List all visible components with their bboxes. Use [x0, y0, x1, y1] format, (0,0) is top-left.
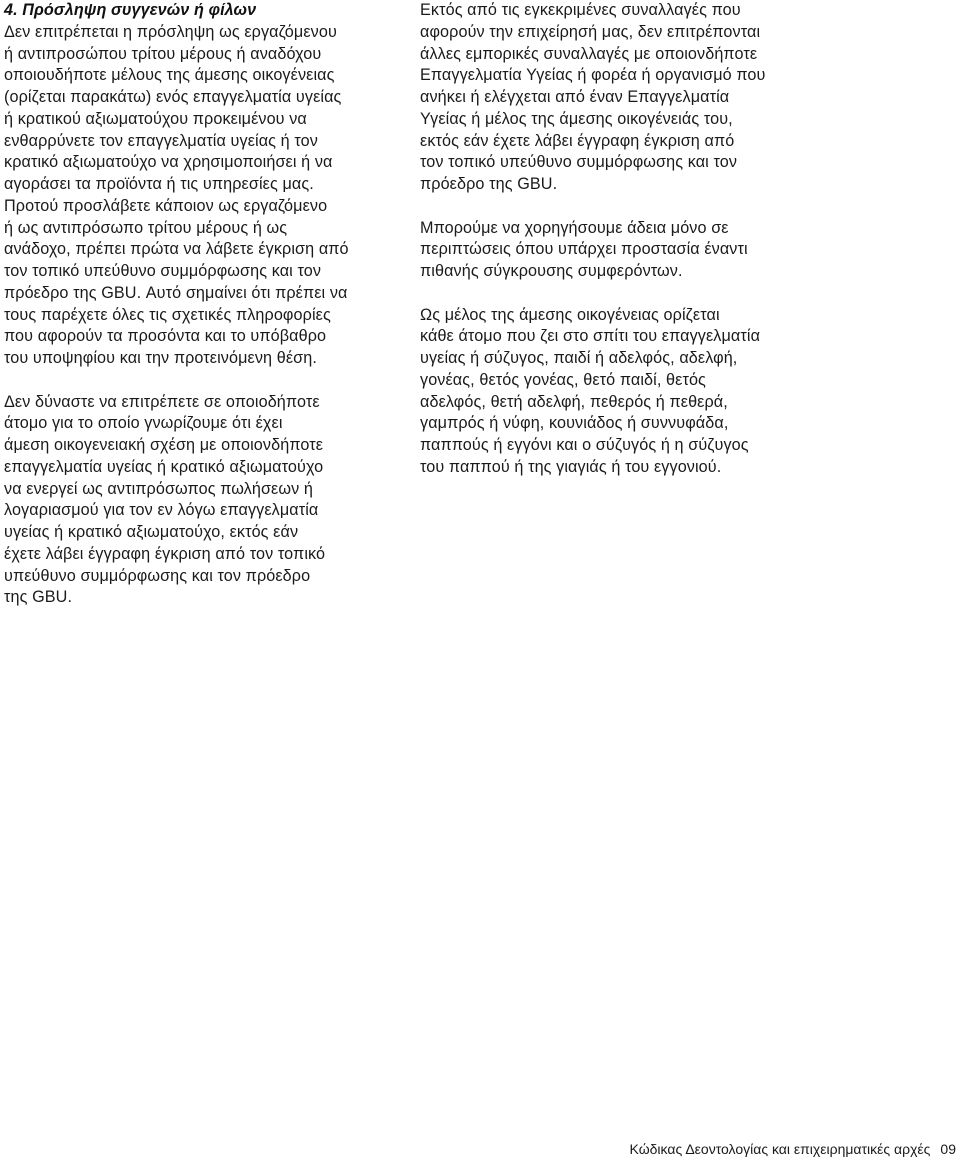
left-column — [4, 0, 404, 609]
text-line: Υγείας ή μέλος της άμεσης οικογένειάς του, — [420, 109, 733, 128]
text-line: Δεν δύναστε να επιτρέπετε σε οποιοδήποτε — [4, 392, 320, 411]
text-line: Ως μέλος της άμεσης οικογένειας ορίζεται — [420, 305, 720, 324]
text-line: άλλες εμπορικές συναλλαγές με οποιονδήποτε — [420, 44, 758, 63]
text-line: γονέας, θετός γονέας, θετό παιδί, θετός — [420, 370, 706, 389]
text-line: οποιουδήποτε μέλους της άμεσης οικογένειας — [4, 66, 335, 85]
text-line: πρόεδρο της GBU. — [420, 175, 558, 193]
text-line: του παππού ή της γιαγιάς ή του εγγονιού. — [420, 457, 722, 476]
text-line: τους παρέχετε όλες τις σχετικές πληροφορίες — [4, 305, 331, 324]
text-line: ανάδοχο, πρέπει πρώτα να λάβετε έγκριση από — [4, 240, 349, 259]
text-line: άμεση οικογενειακή σχέση με οποιονδήποτε — [4, 436, 324, 454]
right-paragraph-2 — [420, 218, 828, 283]
text-line: της GBU. — [4, 588, 73, 607]
right-column — [420, 0, 828, 479]
text-line: περιπτώσεις όπου υπάρχει προστασία έναντι — [420, 240, 748, 259]
text-line: υγείας ή σύζυγος, παιδί ή αδελφός, αδελφή, — [420, 349, 738, 367]
left-paragraph-1 — [4, 22, 404, 370]
text-line: να ενεργεί ως αντιπρόσωπος πωλήσεων ή — [4, 479, 313, 498]
text-line: γαμπρός ή νύφη, κουνιάδος ή συννυφάδα, — [420, 414, 729, 433]
text-line: πιθανής σύγκρουσης συμφερόντων. — [420, 262, 683, 280]
page-footer — [630, 1140, 956, 1158]
text-line: άτομο για το οποίο γνωρίζουμε ότι έχει — [4, 414, 283, 433]
right-paragraph-1 — [420, 0, 828, 196]
text-line: που αφορούν τα προσόντα και το υπόβαθρο — [4, 327, 327, 346]
text-line: Επαγγελματία Υγείας ή φορέα ή οργανισμό που — [420, 66, 766, 85]
text-line: Δεν επιτρέπεται η πρόσληψη ως εργαζόμενου — [4, 22, 337, 41]
text-line: Εκτός από τις εγκεκριμένες συναλλαγές που — [420, 1, 741, 19]
text-line: ή ως αντιπρόσωπο τρίτου μέρους ή ως — [4, 218, 288, 237]
text-line: αγοράσει τα προϊόντα ή τις υπηρεσίες μας. — [4, 175, 314, 193]
text-line: Μπορούμε να χορηγήσουμε άδεια μόνο σε — [420, 218, 729, 237]
text-line: υγείας ή κρατικό αξιωματούχο, εκτός εάν — [4, 523, 299, 541]
text-line: ανήκει ή ελέγχεται από έναν Επαγγελματία — [420, 88, 730, 106]
text-line: αδελφός, θετή αδελφή, πεθερός ή πεθερά, — [420, 392, 728, 411]
text-line: (ορίζεται παρακάτω) ενός επαγγελματία υγείας — [4, 88, 342, 106]
text-line: επαγγελματία υγείας ή κρατικό αξιωματούχο — [4, 457, 324, 476]
text-line: πρόεδρο της GBU. Αυτό σημαίνει ότι πρέπει να — [4, 283, 348, 302]
text-line: ενθαρρύνετε τον επαγγελματία υγείας ή τον — [4, 131, 318, 150]
footer-document-title: Κώδικας Δεοντολογίας και επιχειρηματικές αρχές — [629, 1141, 931, 1157]
text-line: κρατικό αξιωματούχο να χρησιμοποιήσει ή να — [4, 153, 333, 172]
text-line: παππούς ή εγγόνι και ο σύζυγός ή η σύζυγος — [420, 436, 749, 454]
text-line: υπεύθυνο συμμόρφωσης και τον πρόεδρο — [4, 566, 311, 585]
text-line: ή κρατικού αξιωματούχου προκειμένου να — [4, 109, 307, 128]
text-line: αφορούν την επιχείρησή μας, δεν επιτρέπονται — [420, 22, 761, 41]
text-line: ή αντιπροσώπου τρίτου μέρους ή αναδόχου — [4, 44, 322, 63]
text-line: του υποψηφίου και την προτεινόμενη θέση. — [4, 349, 317, 367]
text-line: λογαριασμού για τον εν λόγω επαγγελματία — [4, 501, 319, 520]
right-paragraph-3 — [420, 305, 828, 479]
text-line: έχετε λάβει έγγραφη έγκριση από τον τοπικό — [4, 544, 326, 563]
text-line: εκτός εάν έχετε λάβει έγγραφη έγκριση από — [420, 131, 735, 150]
footer-page-number: 09 — [940, 1141, 956, 1157]
text-line: τον τοπικό υπεύθυνο συμμόρφωσης και τον — [4, 262, 322, 280]
text-line: κάθε άτομο που ζει στο σπίτι του επαγγελματία — [420, 327, 761, 346]
section-heading: 4. Πρόσληψη συγγενών ή φίλων — [4, 1, 257, 19]
text-line: τον τοπικό υπεύθυνο συμμόρφωσης και τον — [420, 153, 738, 172]
left-paragraph-2 — [4, 392, 404, 610]
text-line: Προτού προσλάβετε κάποιον ως εργαζόμενο — [4, 196, 328, 215]
